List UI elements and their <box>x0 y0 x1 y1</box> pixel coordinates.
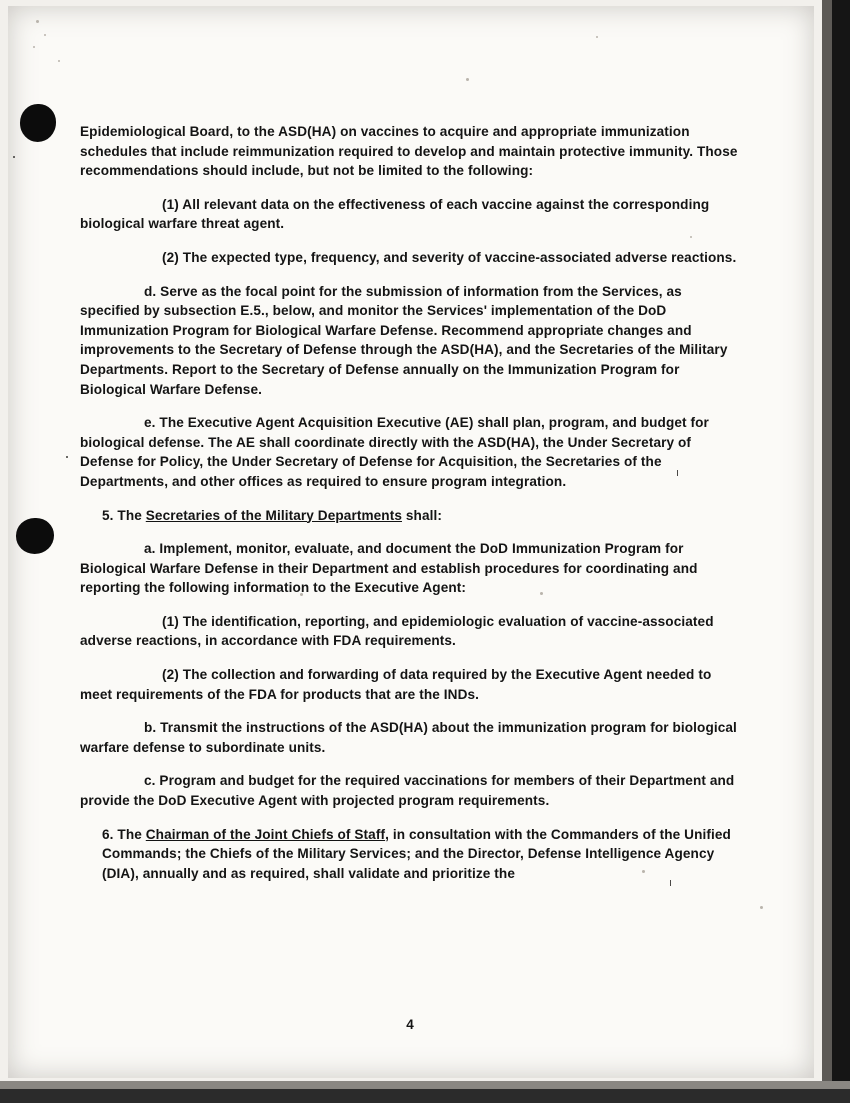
paragraph-6 <box>80 825 740 884</box>
scan-speckle <box>760 906 763 909</box>
paragraph-2: (2) The expected type, frequency, and severity of vaccine-associated adverse reactions. <box>162 249 737 265</box>
scan-edge-bottom-dark <box>0 1089 850 1103</box>
paragraph-d: d. Serve as the focal point for the submission of information from the Services, as specified by subsection E.5., below, and monitor the Services' implementation of the DoD Immunization Program for Biological Warfare Defense. Recommend appropriate changes and improvements to the Secretary of Defense through the ASD(HA), and the Secretaries of the Military Departments. Report to the Secretary of Defense annually on the Immunization Program for Biological Warfare Defense. <box>80 283 728 397</box>
paragraph-6-suffix: , in consultation with the Commanders of the Unified Commands; the Chiefs of the Military Services; and the Director, Defense Intelligence Agency (DIA), annually and as required, shall validate and prioritize the <box>102 826 731 881</box>
paragraph-5 <box>80 506 740 526</box>
punch-hole-middle <box>16 518 54 554</box>
scan-speckle <box>58 60 60 62</box>
scan-speckle <box>36 20 39 23</box>
scan-edge-gray <box>822 0 832 1103</box>
paragraph-5-prefix: 5. The <box>102 507 146 523</box>
paragraph-5a1: (1) The identification, reporting, and epidemiologic evaluation of vaccine-associated adverse reactions, in accordance with FDA requirements. <box>80 613 714 649</box>
scan-edge-dark <box>832 0 850 1103</box>
paragraph-5b: b. Transmit the instructions of the ASD(HA) about the immunization program for biological warfare defense to subordinate units. <box>80 720 737 755</box>
paragraph-e: e. The Executive Agent Acquisition Executive (AE) shall plan, program, and budget for biological defense. The AE shall coordinate directly with the ASD(HA), the Under Secretary of Defense for Policy, the Under Secretary of Defense for Acquisition, the Secretaries of the Departments, and other offices as required to ensure program integration. <box>80 415 709 489</box>
scan-speckle <box>44 34 46 36</box>
scan-artifact-dot <box>66 456 68 458</box>
document-body <box>80 122 740 1032</box>
scan-edge-bottom-gray <box>0 1081 850 1089</box>
paragraph-5a2: (2) The collection and forwarding of data required by the Executive Agent needed to meet requirements of the FDA for products that are the INDs. <box>80 667 712 702</box>
paragraph-1: (1) All relevant data on the effectiveness of each vaccine against the corresponding biological warfare threat agent. <box>80 196 710 232</box>
paragraph-5c: c. Program and budget for the required vaccinations for members of their Department and provide the DoD Executive Agent with projected program requirements. <box>80 773 735 809</box>
paragraph-5a: a. Implement, monitor, evaluate, and document the DoD Immunization Program for Biological Warfare Defense in their Department and establish procedures for coordinating and reporting the following information to the Executive Agent: <box>80 541 698 596</box>
scan-speckle <box>466 78 469 81</box>
paragraph-5-underlined-term: Secretaries of the Military Departments <box>145 507 402 523</box>
scan-artifact-dot <box>13 156 15 158</box>
scan-speckle <box>596 36 598 38</box>
punch-hole-top <box>20 104 56 142</box>
paragraph-continued: Epidemiological Board, to the ASD(HA) on vaccines to acquire and appropriate immunization schedules that include reimmunization required to develop and maintain protective immunity. Those recommendations should include, but not be limited to the following: <box>80 124 738 179</box>
scan-speckle <box>33 46 35 48</box>
paragraph-6-underlined-term: Chairman of the Joint Chiefs of Staff <box>145 826 386 842</box>
page-number: 4 <box>406 1017 414 1032</box>
paragraph-5-suffix: shall: <box>402 507 442 523</box>
paragraph-6-prefix: 6. The <box>102 826 146 842</box>
